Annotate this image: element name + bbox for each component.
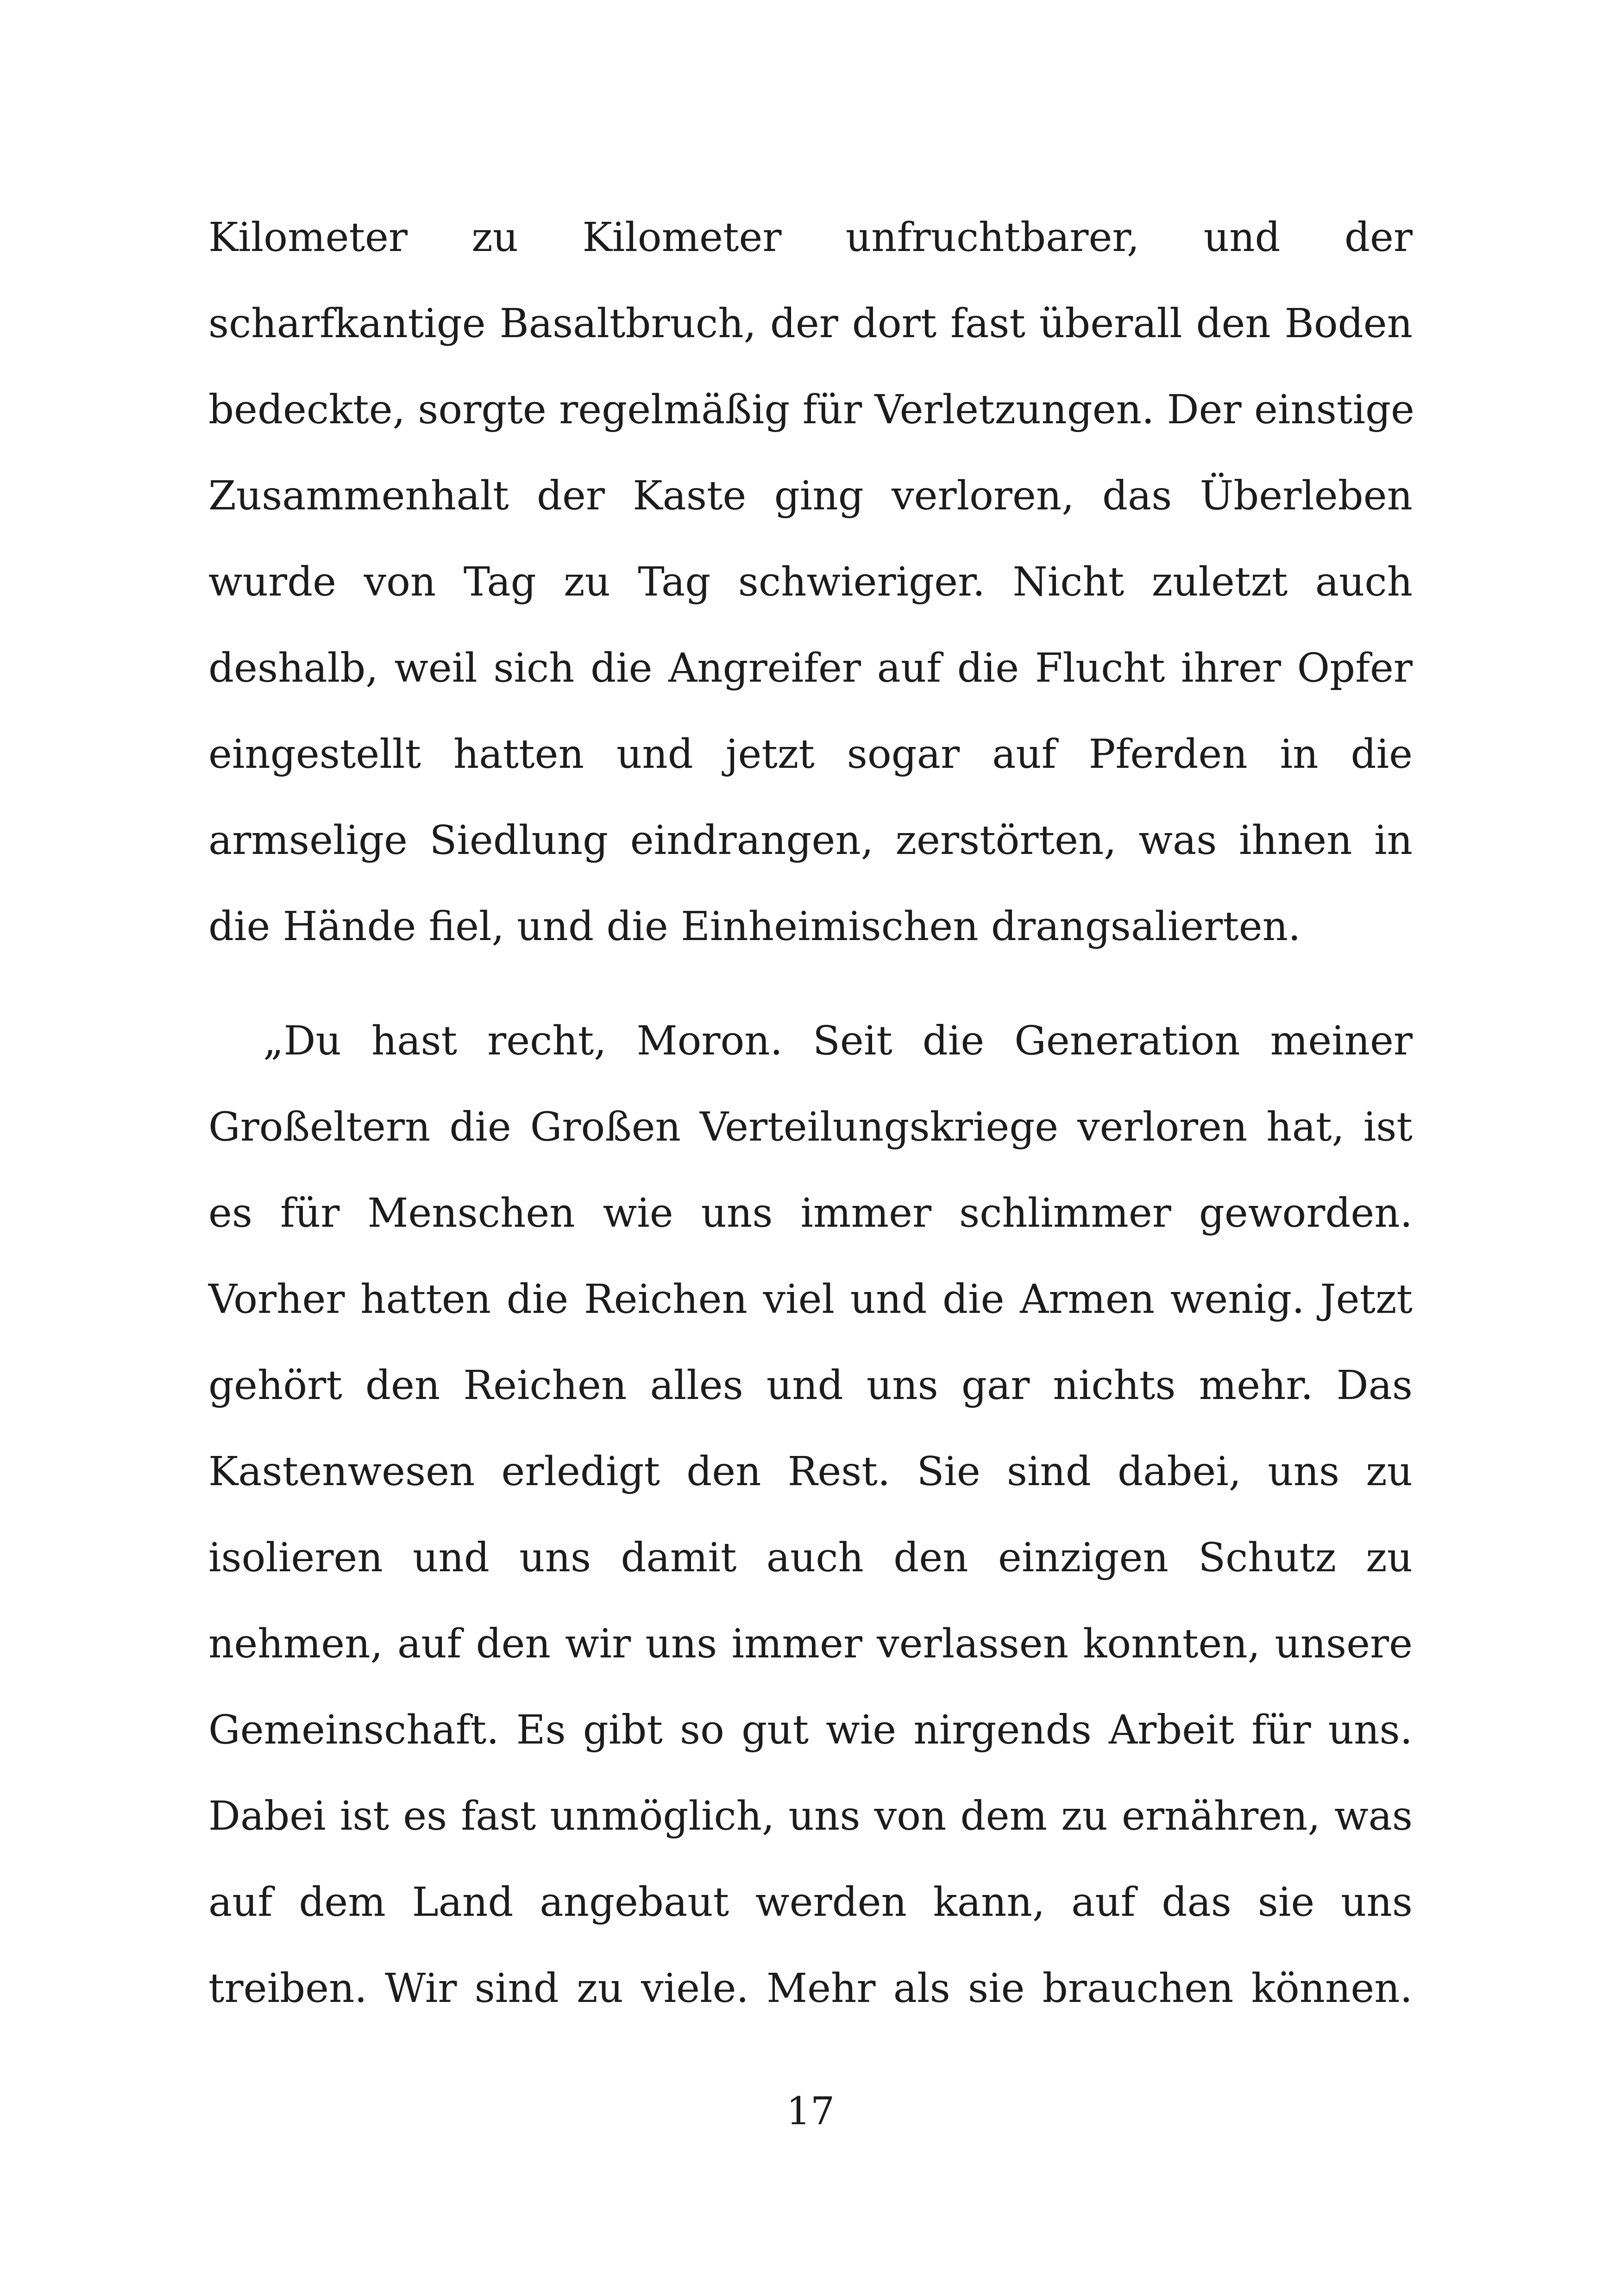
text-line: scharfkantige Basaltbruch, der dort fast überall den Boden — [208, 301, 1413, 347]
text-line: armselige Siedlung eindrangen, zerstörten, was ihnen in — [208, 817, 1413, 864]
text-line: gehört den Reichen alles und uns gar nichts mehr. Das — [208, 1362, 1413, 1409]
text-line: Gemeinschaft. Es gibt so gut wie nirgends Arbeit für uns. — [208, 1707, 1413, 1753]
text-line: „Du hast recht, Moron. Seit die Generation meiner — [263, 1018, 1413, 1064]
text-line: die Hände fiel, und die Einheimischen drangsalierten. — [208, 903, 1301, 950]
text-line: bedeckte, sorgte regelmäßig für Verletzungen. Der einstige — [208, 387, 1414, 433]
page-number: 17 — [786, 2089, 835, 2133]
text-line: Dabei ist es fast unmöglich, uns von dem zu ernähren, was — [208, 1793, 1413, 1839]
text-line: Zusammenhalt der Kaste ging verloren, das Überleben — [208, 473, 1413, 519]
text-line: deshalb, weil sich die Angreifer auf die Flucht ihrer Opfer — [208, 645, 1413, 691]
paragraph-1 — [208, 194, 1413, 970]
text-line: eingestellt hatten und jetzt sogar auf Pferden in die — [208, 731, 1413, 778]
text-line: wurde von Tag zu Tag schwieriger. Nicht zuletzt auch — [208, 559, 1413, 605]
text-line: Großeltern die Großen Verteilungskriege verloren hat, ist — [208, 1104, 1413, 1150]
text-line: treiben. Wir sind zu viele. Mehr als sie brauchen können. — [208, 1965, 1413, 2012]
text-line: es für Menschen wie uns immer schlimmer geworden. — [208, 1190, 1413, 1236]
text-line: Vorher hatten die Reichen viel und die Armen wenig. Jetzt — [208, 1276, 1413, 1323]
paragraph-2 — [208, 998, 1413, 2032]
text-line: Kilometer zu Kilometer unfruchtbarer, und der — [208, 214, 1413, 261]
text-line: nehmen, auf den wir uns immer verlassen konnten, unsere — [208, 1621, 1413, 1667]
text-line: isolieren und uns damit auch den einzigen Schutz zu — [208, 1535, 1413, 1581]
text-line: Kastenwesen erledigt den Rest. Sie sind dabei, uns zu — [208, 1449, 1413, 1495]
text-line: auf dem Land angebaut werden kann, auf das sie uns — [208, 1879, 1413, 1926]
